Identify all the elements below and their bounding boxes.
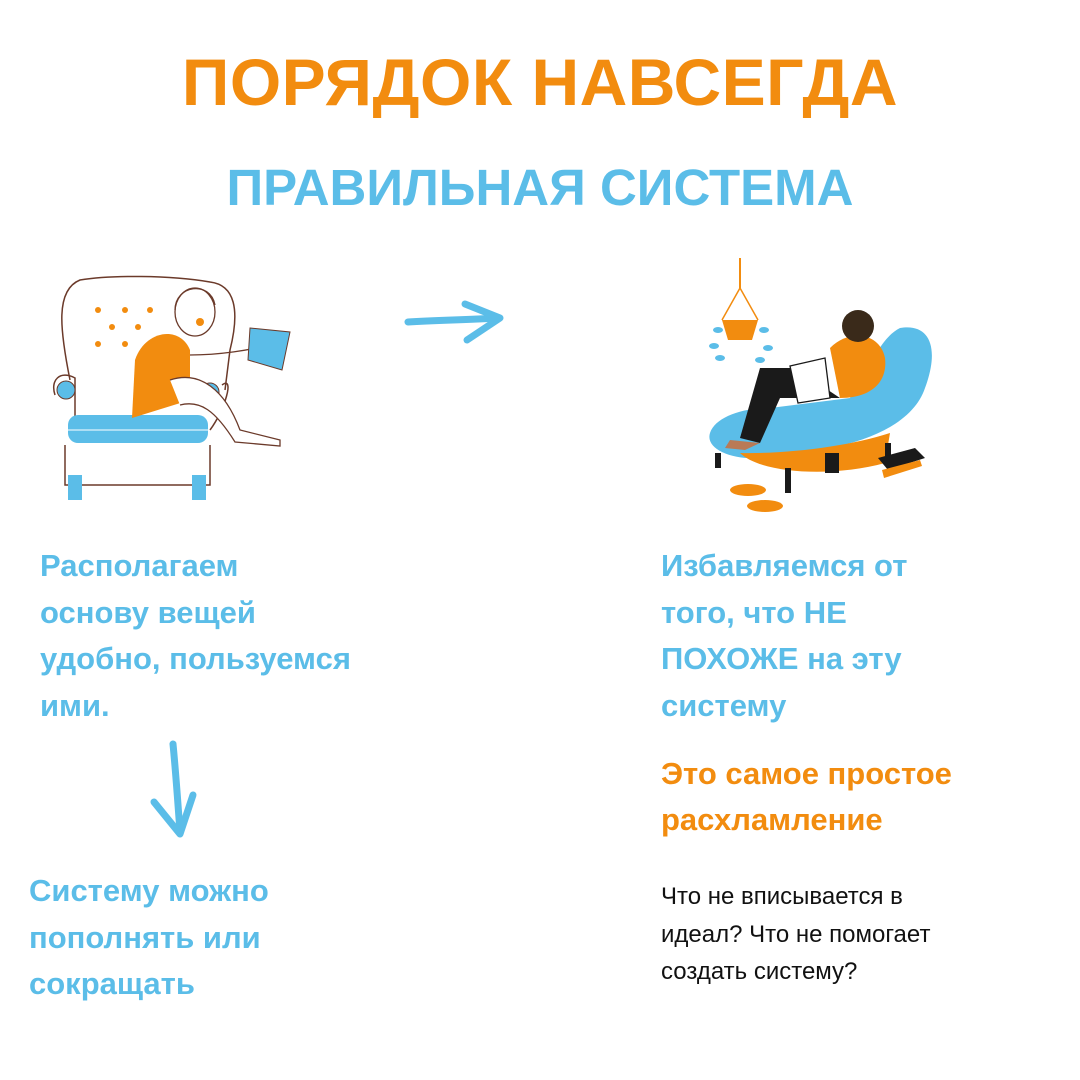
sofa-laptop-illustration — [700, 258, 960, 518]
page-title: ПОРЯДОК НАВСЕГДА — [181, 45, 899, 119]
page-subtitle: ПРАВИЛЬНАЯ СИСТЕМА — [226, 159, 854, 216]
left-step2-text: Систему можно пополнять или сокращать — [29, 873, 269, 1001]
arrow-down-icon — [148, 740, 208, 840]
right-step-text: Избавляемся от того, что НЕ ПОХОЖЕ на эту систему — [661, 548, 908, 723]
left-step-text: Располагаем основу вещей удобно, пользуемся ими. — [40, 548, 351, 723]
armchair-reading-illustration — [50, 270, 310, 505]
arrow-right-icon — [405, 300, 505, 350]
question-text: Что не вписывается в идеал? Что не помогает создать систему? — [661, 883, 931, 985]
highlight-text: Это самое простое расхламление — [661, 756, 952, 837]
